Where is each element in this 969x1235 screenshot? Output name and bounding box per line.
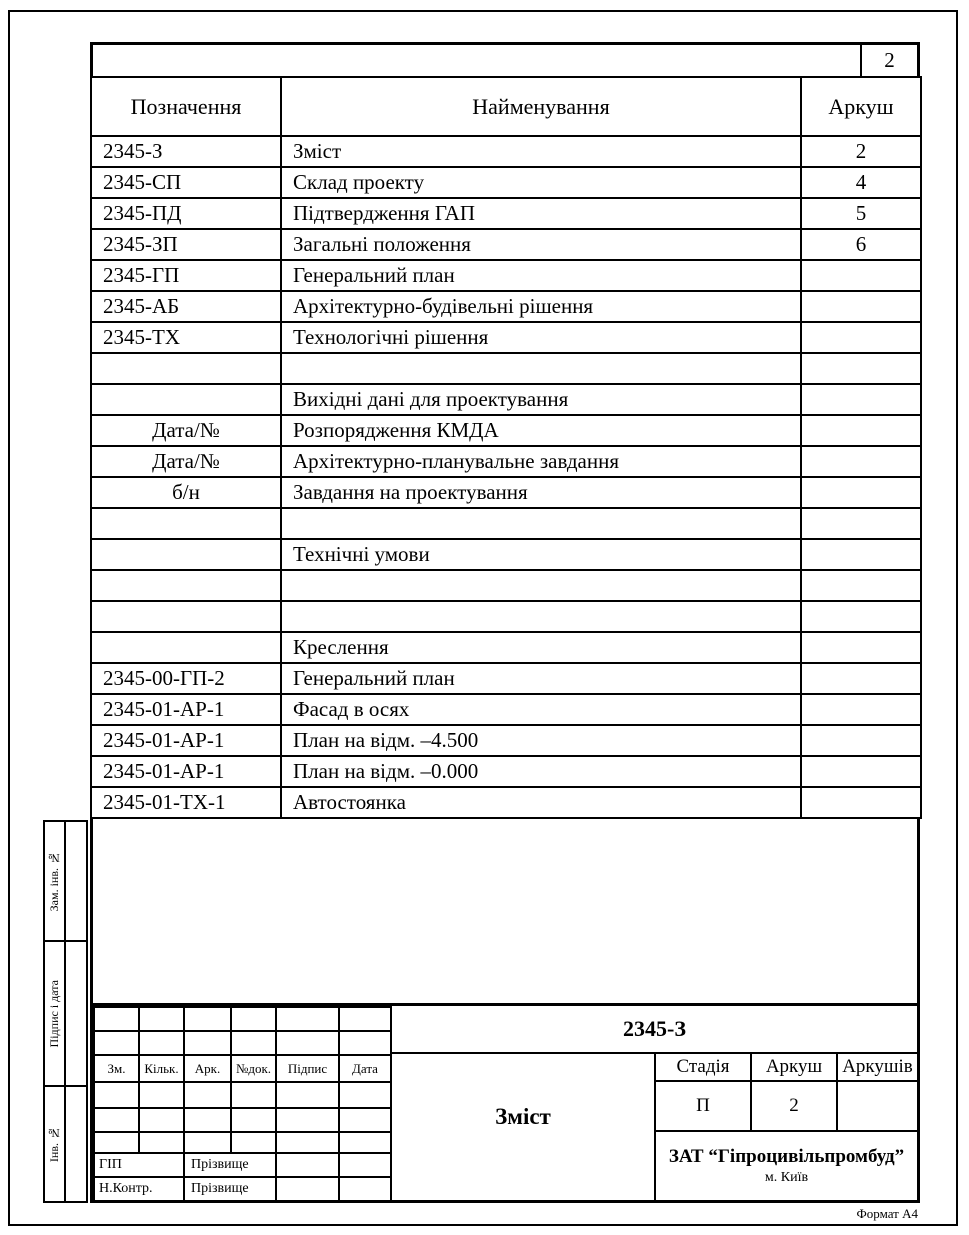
cell-designation: [91, 384, 281, 415]
cell-sheet: 4: [801, 167, 921, 198]
blank-cell: [139, 1082, 184, 1108]
cell-designation: 2345-01-АР-1: [91, 756, 281, 787]
blank-cell: [231, 1082, 276, 1108]
table-row: [91, 570, 921, 601]
title-block: [90, 1003, 920, 1203]
table-row: [91, 725, 921, 756]
cell-designation: [91, 539, 281, 570]
stage-values-row: [656, 1082, 917, 1132]
header-designation: Позначення: [91, 77, 281, 136]
contents-table: [90, 76, 922, 819]
change-table: [93, 1006, 392, 1202]
cell-name: Архітектурно-планувальне завдання: [281, 446, 801, 477]
blank-cell: [339, 1031, 391, 1055]
blank-cell: [94, 1031, 139, 1055]
cell-sheet: [801, 508, 921, 539]
blank-cell: [139, 1031, 184, 1055]
stage-header-row: [656, 1054, 917, 1082]
top-strip-blank-cell: [93, 45, 860, 76]
signature-sign-cell: [276, 1153, 339, 1177]
blank-cell: [139, 1132, 184, 1153]
change-col-date: Дата: [339, 1055, 391, 1082]
cell-name: Зміст: [281, 136, 801, 167]
margin-cell-zam-inv: [45, 822, 86, 942]
blank-cell: [231, 1007, 276, 1031]
change-col-doc: №док.: [231, 1055, 276, 1082]
table-row: [91, 167, 921, 198]
blank-cell: [139, 1007, 184, 1031]
cell-sheet: [801, 756, 921, 787]
blank-cell: [231, 1031, 276, 1055]
cell-sheet: [801, 446, 921, 477]
blank-cell: [94, 1108, 139, 1132]
top-sheet-number: 2: [860, 45, 917, 76]
signature-name: Прізвище: [184, 1153, 276, 1177]
cell-name: Технологічні рішення: [281, 322, 801, 353]
blank-cell: [339, 1132, 391, 1153]
change-col-signature: Підпис: [276, 1055, 339, 1082]
margin-cell-inv: [45, 1087, 86, 1201]
table-row: [91, 508, 921, 539]
blank-cell: [184, 1082, 231, 1108]
blank-cell: [184, 1007, 231, 1031]
table-row: [91, 136, 921, 167]
table-row: [91, 601, 921, 632]
document-title: Зміст: [392, 1054, 656, 1200]
table-row: [91, 260, 921, 291]
cell-designation: 2345-З: [91, 136, 281, 167]
cell-designation: [91, 570, 281, 601]
blank-cell: [339, 1007, 391, 1031]
blank-cell: [94, 1132, 139, 1153]
company-block: [656, 1132, 917, 1200]
cell-sheet: [801, 384, 921, 415]
blank-cell: [94, 1007, 139, 1031]
blank-cell: [276, 1108, 339, 1132]
table-row: [91, 415, 921, 446]
cell-designation: 2345-01-АР-1: [91, 725, 281, 756]
cell-designation: 2345-ТХ: [91, 322, 281, 353]
cell-designation: 2345-СП: [91, 167, 281, 198]
signature-date-cell: [339, 1153, 391, 1177]
sheet-value: 2: [752, 1082, 838, 1130]
change-blank-row: [94, 1132, 391, 1153]
cell-sheet: 5: [801, 198, 921, 229]
blank-cell: [276, 1082, 339, 1108]
change-blank-row: [94, 1108, 391, 1132]
company-city: м. Київ: [764, 1170, 809, 1186]
cell-sheet: [801, 353, 921, 384]
margin-label-cell: [45, 1087, 66, 1201]
blank-cell: [139, 1108, 184, 1132]
margin-label: Зам. інв. №: [47, 850, 61, 912]
margin-cell-pidpys-data: [45, 942, 86, 1087]
blank-cell: [94, 1082, 139, 1108]
blank-cell: [184, 1132, 231, 1153]
change-blank-row: [94, 1007, 391, 1031]
table-row: [91, 446, 921, 477]
cell-name: [281, 508, 801, 539]
cell-sheet: 6: [801, 229, 921, 260]
signature-role: Н.Контр.: [94, 1177, 184, 1201]
cell-sheet: [801, 632, 921, 663]
table-row: [91, 477, 921, 508]
change-col-kilk: Кільк.: [139, 1055, 184, 1082]
signature-date-cell: [339, 1177, 391, 1201]
cell-name: Загальні положення: [281, 229, 801, 260]
change-table-area: [93, 1006, 392, 1200]
sheets-value: [838, 1082, 917, 1130]
blank-cell: [184, 1031, 231, 1055]
cell-designation: [91, 508, 281, 539]
stage-col-sheet: Аркуш: [752, 1054, 838, 1080]
table-row: [91, 384, 921, 415]
free-field: [90, 818, 920, 1003]
blank-cell: [184, 1108, 231, 1132]
cell-designation: 2345-01-АР-1: [91, 694, 281, 725]
cell-designation: Дата/№: [91, 415, 281, 446]
table-row: [91, 787, 921, 818]
change-blank-row: [94, 1031, 391, 1055]
cell-sheet: [801, 322, 921, 353]
cell-name: Технічні умови: [281, 539, 801, 570]
blank-cell: [231, 1132, 276, 1153]
cell-name: Склад проекту: [281, 167, 801, 198]
cell-sheet: [801, 291, 921, 322]
cell-sheet: [801, 694, 921, 725]
change-col-ark: Арк.: [184, 1055, 231, 1082]
header-name: Найменування: [281, 77, 801, 136]
cell-sheet: [801, 570, 921, 601]
cell-name: Генеральний план: [281, 260, 801, 291]
cell-sheet: [801, 260, 921, 291]
margin-label-cell: [45, 942, 66, 1085]
cell-name: Розпорядження КМДА: [281, 415, 801, 446]
change-blank-row: [94, 1082, 391, 1108]
margin-label: Інв. №: [47, 1125, 61, 1163]
cell-name: [281, 601, 801, 632]
cell-name: Архітектурно-будівельні рішення: [281, 291, 801, 322]
blank-cell: [276, 1031, 339, 1055]
header-sheet: Аркуш: [801, 77, 921, 136]
blank-cell: [339, 1082, 391, 1108]
blank-cell: [276, 1132, 339, 1153]
cell-designation: 2345-ЗП: [91, 229, 281, 260]
contents-header-row: [91, 77, 921, 136]
signature-role: ГІП: [94, 1153, 184, 1177]
table-row: [91, 322, 921, 353]
cell-sheet: [801, 415, 921, 446]
cell-sheet: [801, 663, 921, 694]
signature-sign-cell: [276, 1177, 339, 1201]
blank-cell: [339, 1108, 391, 1132]
table-row: [91, 229, 921, 260]
cell-name: Генеральний план: [281, 663, 801, 694]
signature-name: Прізвище: [184, 1177, 276, 1201]
table-row: [91, 539, 921, 570]
margin-blank-cell: [66, 942, 86, 1085]
cell-sheet: 2: [801, 136, 921, 167]
cell-sheet: [801, 601, 921, 632]
table-row: [91, 694, 921, 725]
margin-blank-cell: [66, 822, 86, 940]
stage-col-sheets: Аркушів: [842, 1056, 913, 1077]
blank-cell: [276, 1007, 339, 1031]
cell-name: Завдання на проектування: [281, 477, 801, 508]
table-row: [91, 291, 921, 322]
cell-name: Креслення: [281, 632, 801, 663]
document-number: 2345-З: [392, 1006, 917, 1054]
signature-row: [94, 1153, 391, 1177]
change-header-row: [94, 1055, 391, 1082]
table-row: [91, 353, 921, 384]
blank-cell: [231, 1108, 276, 1132]
cell-designation: [91, 632, 281, 663]
company-name: ЗАТ “Гіпроцивільпромбуд”: [668, 1146, 905, 1168]
cell-name: [281, 353, 801, 384]
cell-name: План на відм. –0.000: [281, 756, 801, 787]
cell-designation: [91, 601, 281, 632]
margin-blank-cell: [66, 1087, 86, 1201]
change-col-zm: Зм.: [94, 1055, 139, 1082]
cell-name: [281, 570, 801, 601]
cell-designation: 2345-ГП: [91, 260, 281, 291]
margin-label: Підпис і дата: [47, 979, 61, 1048]
cell-sheet: [801, 477, 921, 508]
stage-value: П: [656, 1082, 752, 1130]
table-row: [91, 756, 921, 787]
cell-name: Підтвердження ГАП: [281, 198, 801, 229]
table-row: [91, 663, 921, 694]
cell-designation: 2345-ПД: [91, 198, 281, 229]
cell-name: Вихідні дані для проектування: [281, 384, 801, 415]
top-sheet-number-strip: [90, 42, 920, 76]
cell-name: План на відм. –4.500: [281, 725, 801, 756]
cell-designation: Дата/№: [91, 446, 281, 477]
cell-designation: б/н: [91, 477, 281, 508]
format-label: Формат А4: [856, 1206, 918, 1221]
stage-col-stage: Стадія: [656, 1054, 752, 1080]
cell-designation: 2345-00-ГП-2: [91, 663, 281, 694]
cell-sheet: [801, 787, 921, 818]
margin-label-cell: [45, 822, 66, 940]
table-row: [91, 198, 921, 229]
cell-designation: [91, 353, 281, 384]
cell-sheet: [801, 539, 921, 570]
cell-sheet: [801, 725, 921, 756]
table-row: [91, 632, 921, 663]
cell-designation: 2345-АБ: [91, 291, 281, 322]
cell-designation: 2345-01-ТХ-1: [91, 787, 281, 818]
signature-row: [94, 1177, 391, 1201]
cell-name: Автостоянка: [281, 787, 801, 818]
cell-name: Фасад в осях: [281, 694, 801, 725]
margin-stamp-column: [43, 820, 88, 1203]
